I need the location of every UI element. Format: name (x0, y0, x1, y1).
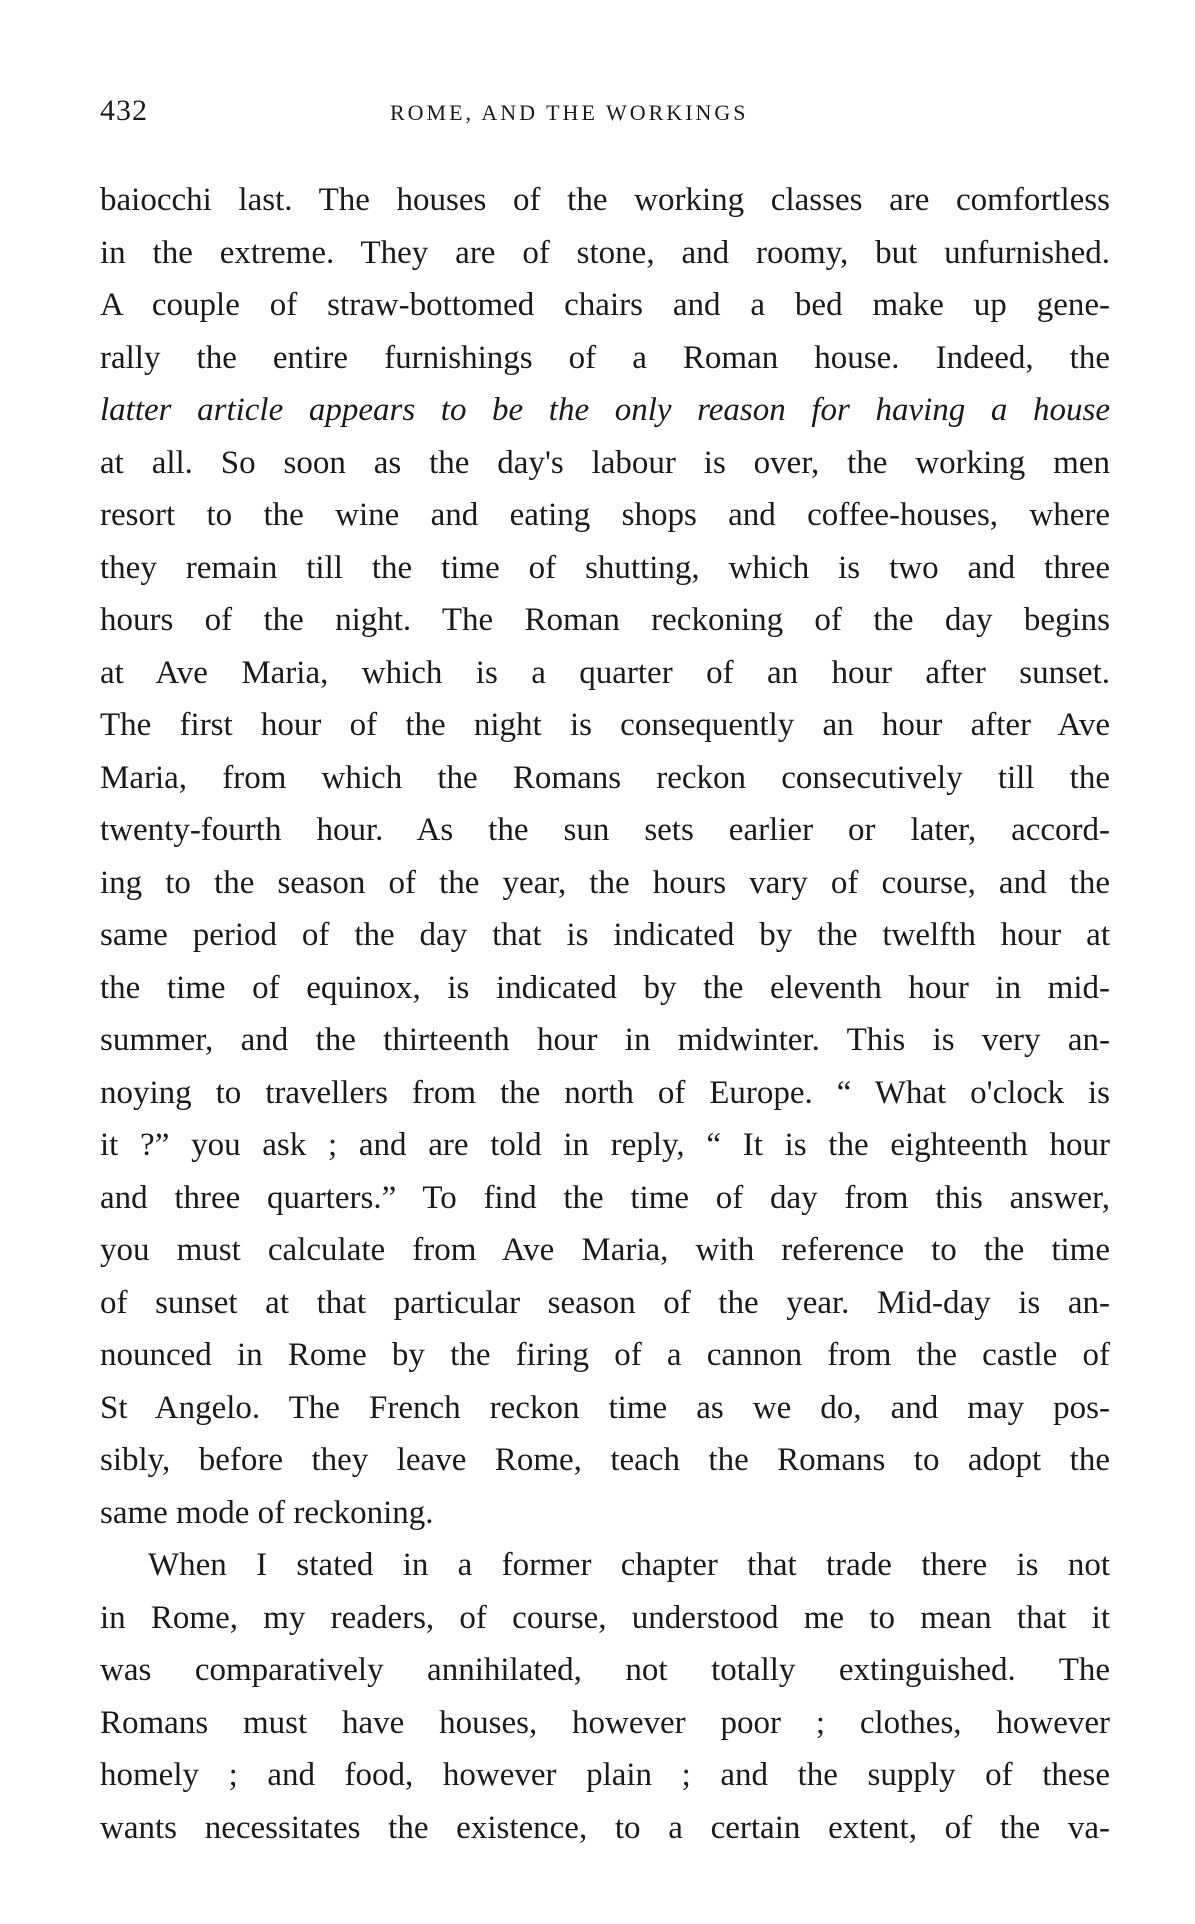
text-line: wants necessitates the existence, to a certain extent, of the va- (100, 1809, 1110, 1846)
text-line: A couple of straw-bottomed chairs and a bed make up gene- (100, 287, 1110, 323)
text-line: was comparatively annihilated, not totally extinguished. The (100, 1652, 1110, 1688)
text-line: ing to the season of the year, the hours vary of course, and the (100, 864, 1110, 901)
text-line: same mode of reckoning. (100, 1494, 434, 1531)
body-text (100, 174, 1110, 1854)
text-line: same period of the day that is indicated by the twelfth hour at (100, 917, 1110, 953)
text-line: latter article appears to be the only reason for having a house (100, 392, 1110, 428)
text-line: sibly, before they leave Rome, teach the Romans to adopt the (100, 1442, 1110, 1478)
text-line: and three quarters.” To find the time of day from this answer, (100, 1179, 1110, 1216)
text-line: at Ave Maria, which is a quarter of an hour after sunset. (100, 654, 1110, 691)
text-line: in the extreme. They are of stone, and roomy, but unfurnished. (100, 234, 1110, 271)
text-line: it ?” you ask ; and are told in reply, “ It is the eighteenth hour (100, 1127, 1110, 1163)
page-header (100, 94, 1105, 134)
running-head: ROME, AND THE WORKINGS (390, 100, 749, 125)
text-line: When I stated in a former chapter that trade there is not (148, 1547, 1110, 1583)
page-number: 432 (100, 94, 148, 127)
text-line: homely ; and food, however plain ; and the supply of these (100, 1757, 1110, 1793)
text-line: nounced in Rome by the firing of a cannon from the castle of (100, 1337, 1110, 1373)
text-line: summer, and the thirteenth hour in midwinter. This is very an- (100, 1022, 1110, 1058)
text-line: at all. So soon as the day's labour is over, the working men (100, 444, 1110, 481)
text-line: they remain till the time of shutting, which is two and three (100, 549, 1110, 586)
text-line: baiocchi last. The houses of the working classes are comfortless (100, 182, 1110, 218)
text-line: resort to the wine and eating shops and coffee-houses, where (100, 497, 1110, 533)
text-line: of sunset at that particular season of the year. Mid-day is an- (100, 1284, 1110, 1321)
text-line: in Rome, my readers, of course, understood me to mean that it (100, 1599, 1110, 1636)
text-line: The first hour of the night is consequently an hour after Ave (100, 707, 1110, 743)
text-line: St Angelo. The French reckon time as we do, and may pos- (100, 1389, 1110, 1426)
text-line: Maria, from which the Romans reckon consecutively till the (100, 759, 1110, 796)
text-line: noying to travellers from the north of Europe. “ What o'clock is (100, 1074, 1110, 1111)
text-line: you must calculate from Ave Maria, with reference to the time (100, 1232, 1110, 1268)
text-line: rally the entire furnishings of a Roman house. Indeed, the (100, 339, 1110, 376)
text-line: Romans must have houses, however poor ; clothes, however (100, 1704, 1110, 1741)
text-line: hours of the night. The Roman reckoning of the day begins (100, 602, 1110, 638)
text-line: the time of equinox, is indicated by the eleventh hour in mid- (100, 969, 1110, 1006)
text-line: twenty-fourth hour. As the sun sets earlier or later, accord- (100, 812, 1110, 848)
